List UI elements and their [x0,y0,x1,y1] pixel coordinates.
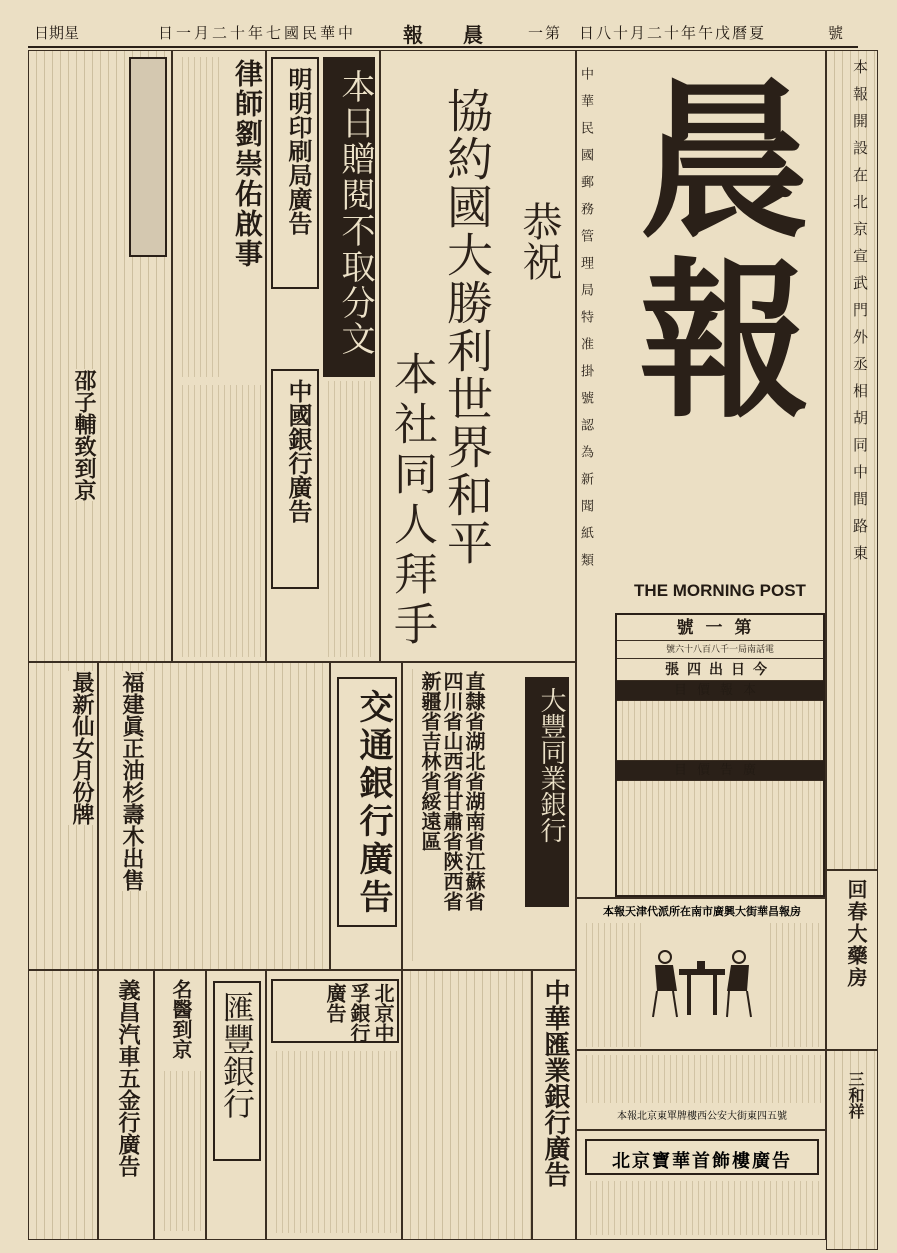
phone-line: 號六十八百八千一局南話電 [617,641,823,659]
header-strip [28,16,858,48]
tea-table-illustration [643,921,763,1031]
office-strip-text [581,1055,823,1103]
provinces-ad [402,662,576,970]
right-edge-column [826,50,878,870]
price-table [617,701,823,761]
header-left: 日期星 [34,24,80,42]
left-ad-box [129,57,167,257]
header-right: 一第 日八十月二十年午戊曆夏 [528,24,767,42]
jewelry-ad [576,1130,826,1240]
lawyer-title: 律師劉崇佑啟事 [231,59,264,269]
price-header: 目價報本 [617,681,823,701]
victory-text: 協約國大勝利世界和平 [440,87,494,567]
free-today-box [323,57,375,377]
china-bank-box [271,369,319,589]
doctor-ad [154,970,206,1240]
china-bank-title: 中國銀行廣告 [284,379,313,523]
huifeng-box [213,981,261,1161]
jiaotong-title: 交通銀行廣告 [353,689,393,917]
tianjin-strip [576,898,826,1050]
doctor-title: 名醫到京 [169,979,193,1059]
auto-title: 義昌汽車五金行廣告 [115,979,141,1177]
huaye-title: 中華匯業銀行廣告 [540,979,570,1187]
sanhe-title: 三和祥 [846,1071,865,1119]
signature-text: 本社同人拜手 [386,351,437,651]
ad-price-table [617,781,823,895]
jewelry-box [585,1139,819,1175]
lawyer-block [172,50,266,662]
printing-ad-box [271,57,319,289]
huaye-bank-ad [532,970,576,1240]
doctor-text [159,1071,203,1231]
pharmacy-title: 回春大藥房 [844,879,868,989]
issue-number: 號一第 [617,615,823,641]
free-notice-block [266,50,380,662]
celebration-block [380,50,576,662]
provinces-title: 直隸省湖北省湖南省江蘇省四川省山西省甘肅省陝西省新疆省吉林省綏遠區 [418,671,486,911]
free-notice-text [323,381,375,657]
masthead-english-title: THE MORNING POST [634,581,806,600]
office-text: 本報北京東單牌樓西公安大街東四五號 [617,1111,787,1122]
jiaotong-bank-ad [330,662,402,970]
issue-box [615,613,825,897]
bottom-left-column [28,970,98,1240]
fairy-calendar-ad [28,662,98,970]
huifeng-bank-ad [206,970,266,1240]
jiaotong-box [337,677,397,927]
middle-bottom-column [402,970,532,1240]
jewelry-title: 北京寶華首飾樓廣告 [612,1151,792,1172]
registration-line: 中華民國郵務管理局特准掛號認為新聞紙類 [578,67,593,580]
dafeng-title: 大豐同業銀行 [536,687,566,843]
lawyer-sub-text [177,385,261,657]
ad-price-header: 目價告廣 [617,761,823,781]
address-line: 本報開設在北京宣武門外丞相胡同中間路東 [851,59,869,572]
jewelry-text [585,1181,819,1235]
dafeng-box [525,677,569,907]
lawyer-text [177,57,219,377]
header-title: 報 晨 [403,23,483,47]
bandit-title: 邵子輔致到京 [69,369,100,501]
fujian-wood-ad [98,662,330,970]
masthead-title: 晨報 [610,71,810,431]
zhongfu-title: 北京中孚銀行廣告 [323,983,395,1043]
header-center: 日一月二十年七國民華中 [158,24,357,42]
masthead-block [576,50,826,898]
fujian-title: 福建眞正油杉壽木出售 [117,671,148,891]
pharmacy-ad [826,870,878,1050]
auto-parts-ad [98,970,154,1240]
fairy-title: 最新仙女月份牌 [67,671,98,825]
illustration-left-text [581,923,641,1047]
pages-note: 張四出日今 [617,659,823,681]
provinces-left-text [407,669,417,961]
sanhe-ad [826,1050,878,1250]
header-right-end: 號 [828,24,844,42]
congrats-text: 恭祝 [516,201,562,281]
zhongfu-box [271,979,399,1043]
huifeng-title: 匯豐銀行 [218,991,256,1119]
free-today-title: 本日贈閱不取分文 [335,69,375,357]
printing-ad-title: 明明印刷局廣告 [284,67,313,235]
tianjin-text: 本報天津代派所在南市廣興大街華昌報房 [603,905,801,918]
zhongfu-bank-ad [266,970,402,1240]
zhongfu-text [271,1051,399,1233]
office-strip [576,1050,826,1130]
left-upper-column [28,50,172,662]
illustration-right-text [765,923,823,1047]
